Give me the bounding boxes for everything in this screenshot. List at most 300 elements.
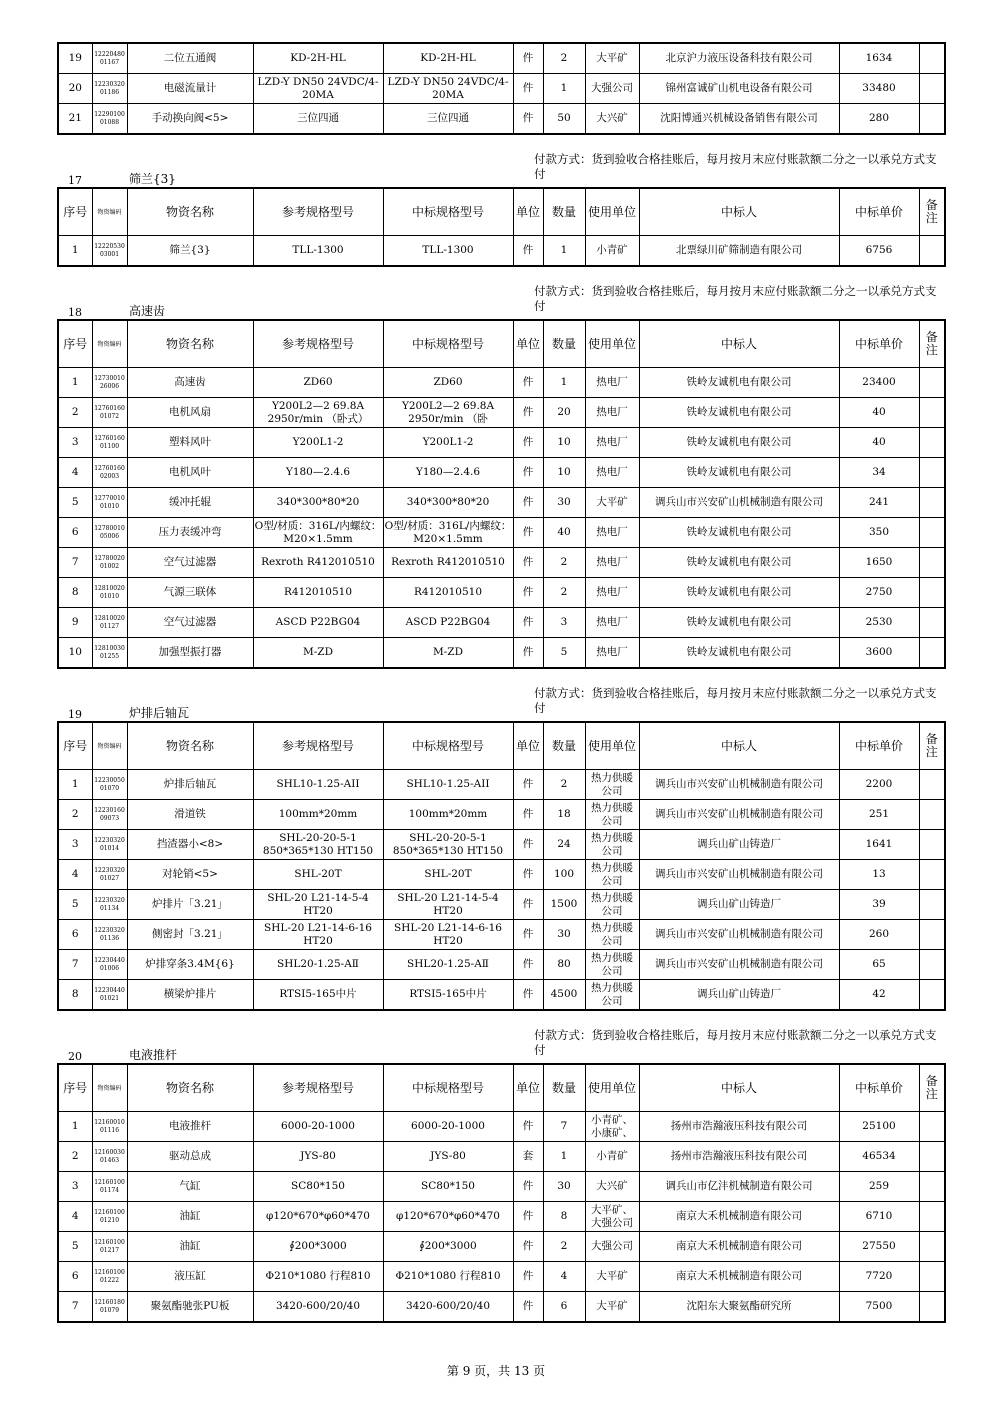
cell-material-name: 加强型振打器 xyxy=(127,638,253,669)
cell-quantity: 100 xyxy=(543,860,585,890)
cell-bid-spec: SC80*150 xyxy=(383,1172,513,1202)
cell-reference-spec: SHL10-1.25-AII xyxy=(253,770,383,800)
table-row xyxy=(58,74,945,104)
cell-remarks xyxy=(919,830,945,860)
cell-unit: 件 xyxy=(513,608,543,638)
cell-reference-spec: Φ210*1080 行程810 xyxy=(253,1262,383,1292)
header-winning-bidder: 中标人 xyxy=(639,320,839,368)
cell-reference-spec: TLL-1300 xyxy=(253,236,383,267)
cell-unit-price: 350 xyxy=(839,518,919,548)
cell-unit-price: 1650 xyxy=(839,548,919,578)
section-number: 18 xyxy=(68,306,82,319)
cell-using-unit: 小青矿 xyxy=(585,1142,639,1172)
cell-material-name: 驱动总成 xyxy=(127,1142,253,1172)
cell-material-name: 二位五通阀 xyxy=(127,43,253,74)
cell-quantity: 2 xyxy=(543,1232,585,1262)
cell-winning-bidder: 扬州市浩瀚液压科技有限公司 xyxy=(639,1112,839,1142)
cell-unit-price: 27550 xyxy=(839,1232,919,1262)
cell-material-name: 聚氨酯驰张PU板 xyxy=(127,1292,253,1323)
cell-reference-spec: ∮200*3000 xyxy=(253,1232,383,1262)
cell-reference-spec: 340*300*80*20 xyxy=(253,488,383,518)
cell-unit-price: 1634 xyxy=(839,43,919,74)
cell-winning-bidder: 沈阳博通兴机械设备销售有限公司 xyxy=(639,104,839,135)
cell-unit: 件 xyxy=(513,518,543,548)
cell-quantity: 1 xyxy=(543,236,585,267)
cell-bid-spec: RTSI5-165中片 xyxy=(383,980,513,1011)
cell-using-unit: 大兴矿 xyxy=(585,104,639,135)
cell-material-name: 液压缸 xyxy=(127,1262,253,1292)
cell-unit: 件 xyxy=(513,398,543,428)
cell-bid-spec: JYS-80 xyxy=(383,1142,513,1172)
cell-row-number: 3 xyxy=(58,1172,92,1202)
cell-winning-bidder: 沈阳东大聚氨酯研究所 xyxy=(639,1292,839,1323)
cell-row-number: 2 xyxy=(58,800,92,830)
cell-unit-price: 6710 xyxy=(839,1202,919,1232)
table-row xyxy=(58,638,945,669)
cell-material-code: 12760160 02003 xyxy=(92,458,127,488)
cell-quantity: 10 xyxy=(543,458,585,488)
cell-winning-bidder: 锦州富诚矿山机电设备有限公司 xyxy=(639,74,839,104)
cell-using-unit: 大平矿 xyxy=(585,488,639,518)
cell-row-number: 2 xyxy=(58,1142,92,1172)
table-row xyxy=(58,398,945,428)
header-row xyxy=(58,320,945,368)
cell-using-unit: 热力供暖公司 xyxy=(585,830,639,860)
cell-using-unit: 热电厂 xyxy=(585,578,639,608)
header-unit-price: 中标单价 xyxy=(839,722,919,770)
cell-remarks xyxy=(919,236,945,267)
cell-bid-spec: LZD-Y DN50 24VDC/4-20MA xyxy=(383,74,513,104)
section-title: 电液推杆 xyxy=(129,1048,178,1062)
section-header xyxy=(57,281,944,319)
cell-row-number: 10 xyxy=(58,638,92,669)
cell-winning-bidder: 调兵山市兴安矿山机械制造有限公司 xyxy=(639,860,839,890)
cell-winning-bidder: 铁岭友诚机电有限公司 xyxy=(639,518,839,548)
cell-remarks xyxy=(919,74,945,104)
cell-remarks xyxy=(919,104,945,135)
cell-remarks xyxy=(919,488,945,518)
cell-unit-price: 40 xyxy=(839,428,919,458)
cell-row-number: 7 xyxy=(58,950,92,980)
cell-material-code: 12160100 01174 xyxy=(92,1172,127,1202)
cell-material-name: 电液推杆 xyxy=(127,1112,253,1142)
cell-unit-price: 33480 xyxy=(839,74,919,104)
cell-material-code: 12810030 01255 xyxy=(92,638,127,669)
cell-winning-bidder: 铁岭友诚机电有限公司 xyxy=(639,368,839,398)
cell-material-name: 高速齿 xyxy=(127,368,253,398)
header-material-code: 物资编码 xyxy=(92,722,127,770)
table-row xyxy=(58,1202,945,1232)
cell-material-code: 12230440 01006 xyxy=(92,950,127,980)
header-quantity: 数量 xyxy=(543,722,585,770)
section-title: 高速齿 xyxy=(129,304,166,318)
header-row-number: 序号 xyxy=(58,1064,92,1112)
header-material-code: 物资编码 xyxy=(92,320,127,368)
cell-material-name: 横梁炉排片 xyxy=(127,980,253,1011)
cell-material-name: 筛兰{3} xyxy=(127,236,253,267)
cell-remarks xyxy=(919,1172,945,1202)
header-material-name: 物资名称 xyxy=(127,320,253,368)
cell-remarks xyxy=(919,458,945,488)
payment-terms: 付款方式：货到验收合格挂账后，每月按月末应付账款额二分之一以承兑方式支付 xyxy=(534,152,937,181)
cell-unit: 件 xyxy=(513,770,543,800)
cell-bid-spec: KD-2H-HL xyxy=(383,43,513,74)
header-reference-spec: 参考规格型号 xyxy=(253,1064,383,1112)
cell-material-code: 12810020 01010 xyxy=(92,578,127,608)
cell-material-code: 12230320 01186 xyxy=(92,74,127,104)
cell-reference-spec: JYS-80 xyxy=(253,1142,383,1172)
table-row xyxy=(58,236,945,267)
section-title: 筛兰{3} xyxy=(129,172,176,186)
cell-reference-spec: R412010510 xyxy=(253,578,383,608)
cell-using-unit: 热电厂 xyxy=(585,518,639,548)
cell-using-unit: 热力供暖公司 xyxy=(585,860,639,890)
section-header xyxy=(57,149,944,187)
cell-row-number: 1 xyxy=(58,770,92,800)
cell-material-code: 12810020 01127 xyxy=(92,608,127,638)
cell-remarks xyxy=(919,638,945,669)
cell-quantity: 2 xyxy=(543,43,585,74)
cell-remarks xyxy=(919,980,945,1011)
cell-unit: 件 xyxy=(513,1202,543,1232)
header-reference-spec: 参考规格型号 xyxy=(253,320,383,368)
cell-material-code: 12780020 01002 xyxy=(92,548,127,578)
cell-reference-spec: RTSI5-165中片 xyxy=(253,980,383,1011)
cell-material-code: 12160100 01222 xyxy=(92,1262,127,1292)
cell-remarks xyxy=(919,950,945,980)
cell-unit: 件 xyxy=(513,1172,543,1202)
cell-material-code: 12220530 03001 xyxy=(92,236,127,267)
cell-using-unit: 大强公司 xyxy=(585,74,639,104)
cell-material-name: 炉排后轴瓦 xyxy=(127,770,253,800)
cell-quantity: 7 xyxy=(543,1112,585,1142)
cell-unit-price: 13 xyxy=(839,860,919,890)
cell-material-code: 12160030 01463 xyxy=(92,1142,127,1172)
cell-quantity: 18 xyxy=(543,800,585,830)
cell-winning-bidder: 调兵山市兴安矿山机械制造有限公司 xyxy=(639,770,839,800)
cell-unit: 件 xyxy=(513,428,543,458)
cell-using-unit: 小青矿、小康矿、 xyxy=(585,1112,639,1142)
header-row xyxy=(58,1064,945,1112)
cell-unit-price: 241 xyxy=(839,488,919,518)
cell-bid-spec: 340*300*80*20 xyxy=(383,488,513,518)
cell-reference-spec: SHL-20T xyxy=(253,860,383,890)
cell-bid-spec: SHL-20T xyxy=(383,860,513,890)
cell-unit: 件 xyxy=(513,890,543,920)
header-using-unit: 使用单位 xyxy=(585,188,639,236)
cell-quantity: 1 xyxy=(543,1142,585,1172)
cell-material-code: 12730010 26006 xyxy=(92,368,127,398)
cell-reference-spec: φ120*670*φ60*470 xyxy=(253,1202,383,1232)
cell-unit-price: 7500 xyxy=(839,1292,919,1323)
header-reference-spec: 参考规格型号 xyxy=(253,188,383,236)
cell-reference-spec: 6000-20-1000 xyxy=(253,1112,383,1142)
header-row-number: 序号 xyxy=(58,722,92,770)
cell-row-number: 1 xyxy=(58,236,92,267)
cell-row-number: 3 xyxy=(58,830,92,860)
cell-winning-bidder: 调兵山市兴安矿山机械制造有限公司 xyxy=(639,920,839,950)
cell-material-code: 12230320 01136 xyxy=(92,920,127,950)
cell-remarks xyxy=(919,1112,945,1142)
cell-material-name: 侧密封「3.21」 xyxy=(127,920,253,950)
cell-unit: 件 xyxy=(513,578,543,608)
header-material-name: 物资名称 xyxy=(127,188,253,236)
cell-remarks xyxy=(919,548,945,578)
cell-material-name: 缓冲托辊 xyxy=(127,488,253,518)
table-row xyxy=(58,548,945,578)
cell-unit-price: 3600 xyxy=(839,638,919,669)
cell-remarks xyxy=(919,608,945,638)
cell-material-name: 空气过滤器 xyxy=(127,608,253,638)
header-using-unit: 使用单位 xyxy=(585,722,639,770)
header-remarks: 备注 xyxy=(919,1064,945,1112)
cell-row-number: 1 xyxy=(58,368,92,398)
cell-material-code: 12220480 01167 xyxy=(92,43,127,74)
cell-unit: 件 xyxy=(513,74,543,104)
cell-unit-price: 42 xyxy=(839,980,919,1011)
cell-reference-spec: SC80*150 xyxy=(253,1172,383,1202)
cell-bid-spec: M-ZD xyxy=(383,638,513,669)
cell-bid-spec: 3420-600/20/40 xyxy=(383,1292,513,1323)
cell-using-unit: 小青矿 xyxy=(585,236,639,267)
cell-bid-spec: R412010510 xyxy=(383,578,513,608)
cell-using-unit: 热力供暖公司 xyxy=(585,920,639,950)
cell-quantity: 30 xyxy=(543,1172,585,1202)
cell-material-name: 挡渣器小<8> xyxy=(127,830,253,860)
header-unit: 单位 xyxy=(513,722,543,770)
cell-bid-spec: Y200L1-2 xyxy=(383,428,513,458)
cell-bid-spec: Y200L2—2 69.8A 2950r/min （卧 xyxy=(383,398,513,428)
cell-remarks xyxy=(919,398,945,428)
table-row xyxy=(58,950,945,980)
cell-row-number: 21 xyxy=(58,104,92,135)
table-row xyxy=(58,458,945,488)
cell-quantity: 6 xyxy=(543,1292,585,1323)
cell-unit-price: 23400 xyxy=(839,368,919,398)
cell-unit-price: 260 xyxy=(839,920,919,950)
cell-winning-bidder: 调兵山市亿沣机械制造有限公司 xyxy=(639,1172,839,1202)
cell-unit: 件 xyxy=(513,1232,543,1262)
cell-using-unit: 热电厂 xyxy=(585,368,639,398)
cell-unit-price: 6756 xyxy=(839,236,919,267)
table-row xyxy=(58,860,945,890)
table-row xyxy=(58,608,945,638)
table-row xyxy=(58,428,945,458)
cell-reference-spec: KD-2H-HL xyxy=(253,43,383,74)
header-bid-spec: 中标规格型号 xyxy=(383,1064,513,1112)
top-table xyxy=(57,42,946,135)
cell-material-name: 对轮销<5> xyxy=(127,860,253,890)
cell-using-unit: 大平矿 xyxy=(585,43,639,74)
cell-material-name: 压力表缓冲弯 xyxy=(127,518,253,548)
header-unit-price: 中标单价 xyxy=(839,320,919,368)
table-row xyxy=(58,578,945,608)
cell-winning-bidder: 铁岭友诚机电有限公司 xyxy=(639,608,839,638)
cell-unit: 件 xyxy=(513,860,543,890)
cell-winning-bidder: 调兵山市兴安矿山机械制造有限公司 xyxy=(639,800,839,830)
cell-remarks xyxy=(919,368,945,398)
cell-unit-price: 40 xyxy=(839,398,919,428)
cell-remarks xyxy=(919,428,945,458)
header-row-number: 序号 xyxy=(58,188,92,236)
cell-winning-bidder: 南京大禾机械制造有限公司 xyxy=(639,1202,839,1232)
table-row xyxy=(58,1112,945,1142)
section-number: 20 xyxy=(68,1050,82,1063)
cell-winning-bidder: 调兵山市兴安矿山机械制造有限公司 xyxy=(639,488,839,518)
cell-quantity: 4500 xyxy=(543,980,585,1011)
cell-material-name: 油缸 xyxy=(127,1232,253,1262)
table-row xyxy=(58,43,945,74)
cell-bid-spec: 100mm*20mm xyxy=(383,800,513,830)
payment-terms: 付款方式：货到验收合格挂账后，每月按月末应付账款额二分之一以承兑方式支付 xyxy=(534,1028,937,1057)
cell-material-code: 12230160 09073 xyxy=(92,800,127,830)
cell-material-name: 电磁流量计 xyxy=(127,74,253,104)
cell-reference-spec: ZD60 xyxy=(253,368,383,398)
cell-bid-spec: SHL-20 L21-14-6-16 HT20 xyxy=(383,920,513,950)
cell-bid-spec: TLL-1300 xyxy=(383,236,513,267)
cell-winning-bidder: 调兵山矿山铸造厂 xyxy=(639,890,839,920)
cell-row-number: 1 xyxy=(58,1112,92,1142)
cell-row-number: 6 xyxy=(58,1262,92,1292)
cell-reference-spec: SHL20-1.25-AⅡ xyxy=(253,950,383,980)
cell-material-code: 12160010 01116 xyxy=(92,1112,127,1142)
cell-material-name: 炉排片「3.21」 xyxy=(127,890,253,920)
cell-material-name: 油缸 xyxy=(127,1202,253,1232)
cell-unit-price: 65 xyxy=(839,950,919,980)
cell-remarks xyxy=(919,578,945,608)
cell-remarks xyxy=(919,860,945,890)
cell-unit-price: 1641 xyxy=(839,830,919,860)
cell-unit-price: 2750 xyxy=(839,578,919,608)
cell-unit-price: 2200 xyxy=(839,770,919,800)
cell-winning-bidder: 铁岭友诚机电有限公司 xyxy=(639,638,839,669)
cell-quantity: 2 xyxy=(543,548,585,578)
cell-quantity: 4 xyxy=(543,1262,585,1292)
cell-row-number: 7 xyxy=(58,1292,92,1323)
payment-terms: 付款方式：货到验收合格挂账后，每月按月末应付账款额二分之一以承兑方式支付 xyxy=(534,686,937,715)
cell-unit-price: 34 xyxy=(839,458,919,488)
cell-remarks xyxy=(919,1142,945,1172)
cell-quantity: 20 xyxy=(543,398,585,428)
cell-remarks xyxy=(919,890,945,920)
header-winning-bidder: 中标人 xyxy=(639,188,839,236)
table-row xyxy=(58,1292,945,1323)
cell-winning-bidder: 铁岭友诚机电有限公司 xyxy=(639,428,839,458)
cell-using-unit: 热电厂 xyxy=(585,548,639,578)
cell-using-unit: 热电厂 xyxy=(585,608,639,638)
cell-material-code: 12760160 01100 xyxy=(92,428,127,458)
cell-unit: 件 xyxy=(513,980,543,1011)
cell-material-name: 塑料风叶 xyxy=(127,428,253,458)
cell-reference-spec: SHL-20-20-5-1 850*365*130 HT150 xyxy=(253,830,383,860)
document-page xyxy=(57,42,944,1323)
cell-reference-spec: M-ZD xyxy=(253,638,383,669)
cell-winning-bidder: 扬州市浩瀚液压科技有限公司 xyxy=(639,1142,839,1172)
header-unit-price: 中标单价 xyxy=(839,188,919,236)
section-header xyxy=(57,1025,944,1063)
cell-material-code: 12160100 01210 xyxy=(92,1202,127,1232)
procurement-table xyxy=(57,1063,946,1323)
cell-bid-spec: SHL-20 L21-14-5-4 HT20 xyxy=(383,890,513,920)
cell-bid-spec: 6000-20-1000 xyxy=(383,1112,513,1142)
header-using-unit: 使用单位 xyxy=(585,320,639,368)
cell-using-unit: 大强公司 xyxy=(585,1232,639,1262)
cell-material-code: 12760160 01072 xyxy=(92,398,127,428)
table-row xyxy=(58,1262,945,1292)
cell-reference-spec: 3420-600/20/40 xyxy=(253,1292,383,1323)
payment-terms: 付款方式：货到验收合格挂账后，每月按月末应付账款额二分之一以承兑方式支付 xyxy=(534,284,937,313)
cell-material-code: 12230320 01014 xyxy=(92,830,127,860)
cell-material-code: 12230440 01021 xyxy=(92,980,127,1011)
header-bid-spec: 中标规格型号 xyxy=(383,320,513,368)
cell-remarks xyxy=(919,43,945,74)
header-unit-price: 中标单价 xyxy=(839,1064,919,1112)
cell-material-code: 12770010 01010 xyxy=(92,488,127,518)
cell-row-number: 20 xyxy=(58,74,92,104)
table-row xyxy=(58,800,945,830)
table-row xyxy=(58,104,945,135)
header-using-unit: 使用单位 xyxy=(585,1064,639,1112)
header-winning-bidder: 中标人 xyxy=(639,722,839,770)
header-material-name: 物资名称 xyxy=(127,1064,253,1112)
cell-unit: 件 xyxy=(513,236,543,267)
cell-row-number: 4 xyxy=(58,1202,92,1232)
table-row xyxy=(58,920,945,950)
cell-unit: 件 xyxy=(513,830,543,860)
cell-quantity: 5 xyxy=(543,638,585,669)
cell-using-unit: 大兴矿 xyxy=(585,1172,639,1202)
cell-bid-spec: 三位四通 xyxy=(383,104,513,135)
cell-material-code: 12780010 05006 xyxy=(92,518,127,548)
page-footer: 第 9 页，共 13 页 xyxy=(446,1364,546,1378)
section-number: 19 xyxy=(68,708,82,721)
cell-quantity: 24 xyxy=(543,830,585,860)
cell-reference-spec: Rexroth R412010510 xyxy=(253,548,383,578)
cell-material-name: 炉排穿条3.4M{6} xyxy=(127,950,253,980)
cell-winning-bidder: 南京大禾机械制造有限公司 xyxy=(639,1232,839,1262)
header-row xyxy=(58,722,945,770)
header-remarks: 备注 xyxy=(919,722,945,770)
cell-quantity: 50 xyxy=(543,104,585,135)
cell-winning-bidder: 铁岭友诚机电有限公司 xyxy=(639,398,839,428)
cell-material-name: 空气过滤器 xyxy=(127,548,253,578)
cell-material-name: 气缸 xyxy=(127,1172,253,1202)
cell-quantity: 3 xyxy=(543,608,585,638)
cell-unit: 件 xyxy=(513,950,543,980)
cell-winning-bidder: 铁岭友诚机电有限公司 xyxy=(639,548,839,578)
header-remarks: 备注 xyxy=(919,320,945,368)
cell-unit-price: 251 xyxy=(839,800,919,830)
cell-bid-spec: ∮200*3000 xyxy=(383,1232,513,1262)
cell-using-unit: 大平矿 xyxy=(585,1262,639,1292)
cell-row-number: 4 xyxy=(58,860,92,890)
cell-bid-spec: ASCD P22BG04 xyxy=(383,608,513,638)
header-unit: 单位 xyxy=(513,1064,543,1112)
cell-reference-spec: ASCD P22BG04 xyxy=(253,608,383,638)
cell-remarks xyxy=(919,1202,945,1232)
cell-material-name: 电机风扇 xyxy=(127,398,253,428)
cell-quantity: 8 xyxy=(543,1202,585,1232)
cell-using-unit: 热力供暖公司 xyxy=(585,890,639,920)
cell-remarks xyxy=(919,518,945,548)
cell-unit: 件 xyxy=(513,638,543,669)
cell-quantity: 30 xyxy=(543,488,585,518)
cell-row-number: 8 xyxy=(58,980,92,1011)
cell-reference-spec: 三位四通 xyxy=(253,104,383,135)
cell-using-unit: 热电厂 xyxy=(585,428,639,458)
cell-using-unit: 热力供暖公司 xyxy=(585,800,639,830)
cell-unit-price: 259 xyxy=(839,1172,919,1202)
